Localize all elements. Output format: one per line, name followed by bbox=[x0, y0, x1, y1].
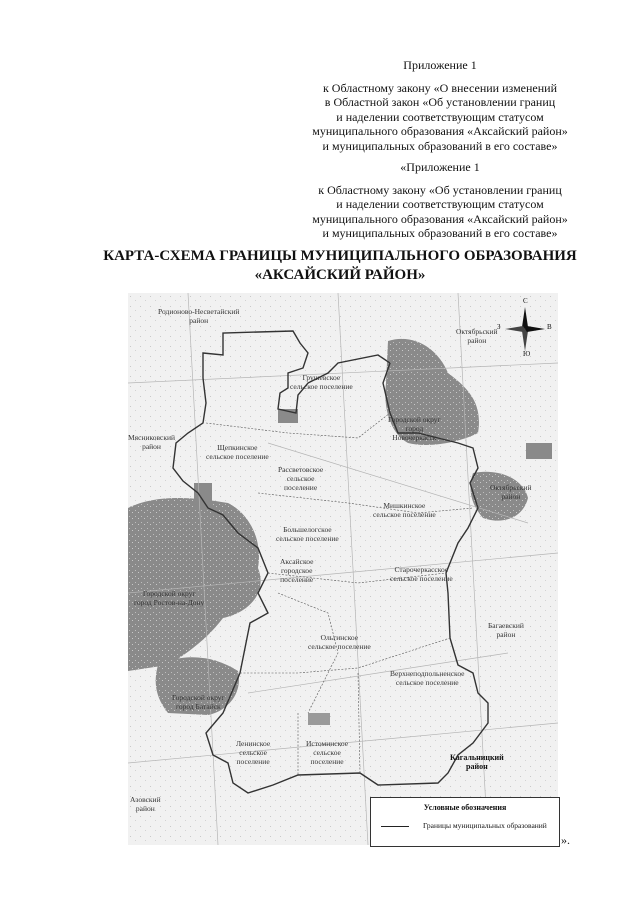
label-mishkinskoe: Мишкинское сельское поселение bbox=[373, 501, 436, 519]
label-azovsky: Азовский район bbox=[130, 795, 161, 813]
label-rostov: Городской округ город Ростов-на-Дону bbox=[134, 589, 205, 607]
title-line-2: «АКСАЙСКИЙ РАЙОН» bbox=[254, 267, 426, 283]
label-myasnikovsky: Мясниковский район bbox=[128, 433, 175, 451]
legend-boundary-label: Границы муниципальных образований bbox=[423, 821, 547, 830]
label-bataysk: Городской округ город Батайск bbox=[172, 693, 225, 711]
appendix-note-2 bbox=[290, 160, 590, 241]
label-oktyabrsky-n: Октябрьский район bbox=[456, 327, 498, 345]
appendix2-line-3: и наделении соответствующим статусом bbox=[336, 197, 544, 211]
compass-s: Ю bbox=[523, 350, 531, 358]
closing-quote: ». bbox=[561, 833, 570, 847]
label-istominskoe: Истоминское сельское поселение bbox=[306, 739, 349, 766]
compass-n: С bbox=[523, 297, 528, 305]
label-verkhnepodpolnenskoe: Верхнеподпольненское сельское поселение bbox=[390, 669, 465, 687]
appendix2-line-5: и муниципальных образований в его составе» bbox=[322, 226, 558, 240]
district-map bbox=[128, 293, 558, 845]
label-rodionovo: Родионово-Несветайский район bbox=[158, 307, 240, 325]
appendix1-line-3: в Областной закон «Об установлении границ bbox=[324, 95, 556, 109]
label-bolshelogskoe: Большелогское сельское поселение bbox=[276, 525, 339, 543]
compass-w: З bbox=[497, 323, 501, 331]
appendix2-line-1: «Приложение 1 bbox=[400, 160, 480, 174]
document-title bbox=[70, 247, 610, 285]
map-legend bbox=[370, 797, 560, 847]
title-line-1: КАРТА-СХЕМА ГРАНИЦЫ МУНИЦИПАЛЬНОГО ОБРАЗОВАНИЯ bbox=[103, 248, 577, 264]
label-kagalnitsky: Кагальницкий район bbox=[450, 753, 504, 771]
label-novocherkassk: Городской округ город Новочеркасск bbox=[388, 415, 441, 442]
label-oktyabrsky-e: Октябрьский район bbox=[490, 483, 532, 501]
label-bagaevsky: Багаевский район bbox=[488, 621, 524, 639]
label-grushevskoe: Грушевское сельское поселение bbox=[290, 373, 353, 391]
compass-icon bbox=[501, 301, 553, 357]
appendix2-line-4: муниципального образования «Аксайский район» bbox=[312, 211, 568, 226]
label-shchepkinskoe: Щепкинское сельское поселение bbox=[206, 443, 269, 461]
legend-title: Условные обозначения bbox=[423, 803, 507, 812]
label-aksayskoe: Аксайское городское поселение bbox=[280, 557, 314, 584]
appendix1-line-1: Приложение 1 bbox=[403, 58, 477, 72]
legend-boundary-line bbox=[381, 826, 409, 827]
appendix2-line-2: к Областному закону «Об установлении границ bbox=[318, 182, 562, 197]
compass-rose bbox=[497, 297, 553, 358]
appendix1-line-5: муниципального образования «Аксайский район» bbox=[312, 124, 568, 138]
label-olginskoe: Ольгинское сельское поселение bbox=[308, 633, 371, 651]
compass-e: В bbox=[547, 323, 552, 331]
label-leninskoe: Ленинское сельское поселение bbox=[236, 739, 271, 766]
appendix1-line-2: к Областному закону «О внесении изменений bbox=[322, 80, 558, 95]
appendix-note-1 bbox=[290, 58, 590, 153]
label-starocherkasskoe: Старочеркасское сельское поселение bbox=[390, 565, 453, 583]
appendix1-line-4: и наделении соответствующим статусом bbox=[336, 109, 544, 124]
appendix1-line-6: и муниципальных образований в его составе» bbox=[322, 138, 558, 153]
label-rassvetovskoe: Рассветовское сельское поселение bbox=[278, 465, 324, 492]
